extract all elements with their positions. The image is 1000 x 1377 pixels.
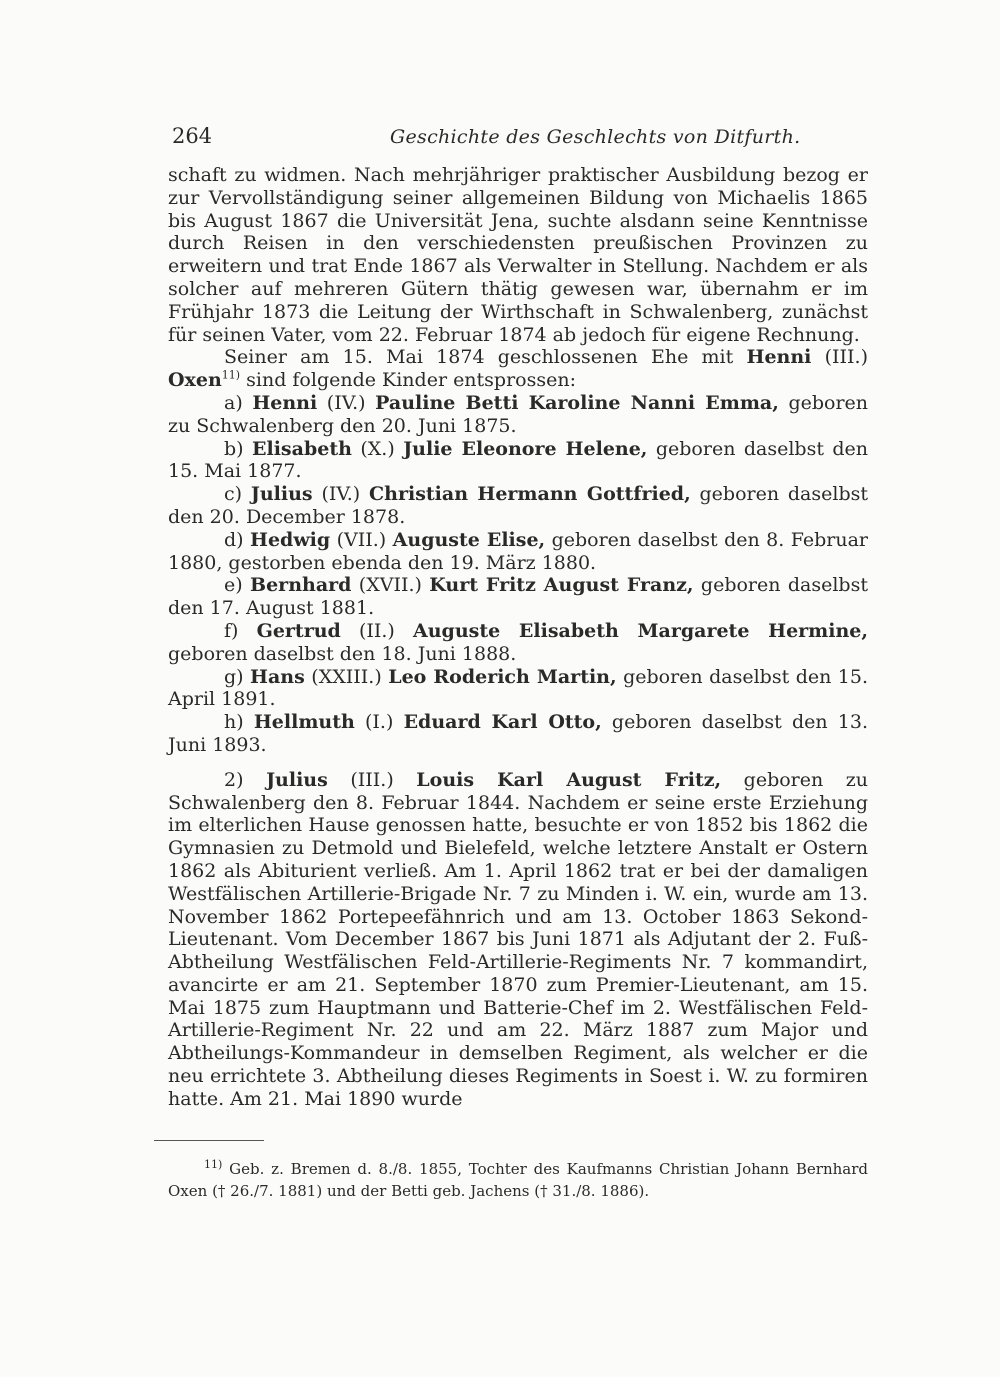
child-first-name: Elisabeth bbox=[252, 437, 352, 460]
child-first-name: Hans bbox=[250, 665, 305, 688]
child-entry bbox=[168, 392, 868, 438]
child-given-names: Julie Eleonore Helene, bbox=[403, 437, 648, 460]
child-first-name: Hedwig bbox=[250, 528, 331, 551]
child-letter: b) bbox=[224, 437, 244, 460]
footnote bbox=[168, 1158, 868, 1202]
child-roman-numeral: (IV.) bbox=[321, 483, 361, 506]
section-roman-numeral: (III.) bbox=[350, 768, 394, 791]
child-letter: h) bbox=[224, 711, 244, 734]
child-details: geboren daselbst den 8. Februar 1880, gestorben ebenda den 19. März 1880. bbox=[168, 528, 868, 574]
child-first-name: Gertrud bbox=[256, 619, 341, 642]
child-roman-numeral: (VII.) bbox=[336, 528, 387, 551]
spouse-roman-numeral: (III.) bbox=[824, 346, 868, 369]
child-first-name: Julius bbox=[250, 483, 313, 506]
child-given-names: Auguste Elise, bbox=[392, 528, 546, 551]
child-entry bbox=[168, 483, 868, 529]
child-entry bbox=[168, 438, 868, 484]
marriage-paragraph bbox=[168, 346, 868, 392]
section-given-names: Louis Karl August Fritz, bbox=[416, 768, 722, 791]
spouse-surname: Oxen bbox=[168, 369, 222, 392]
spouse-first-name: Henni bbox=[746, 346, 812, 369]
child-entry bbox=[168, 711, 868, 757]
section-first-name: Julius bbox=[266, 768, 328, 791]
child-details: geboren daselbst den 15. Mai 1877. bbox=[168, 437, 869, 483]
child-details: geboren daselbst den 13. Juni 1893. bbox=[168, 711, 868, 756]
child-roman-numeral: (XVII.) bbox=[358, 574, 422, 597]
child-given-names: Leo Roderich Martin, bbox=[388, 665, 617, 688]
marriage-text-before: Seiner am 15. Mai 1874 geschlossenen Ehe mit bbox=[224, 346, 734, 369]
section-number: 2) bbox=[224, 768, 244, 791]
child-given-names: Pauline Betti Karoline Nanni Emma, bbox=[375, 391, 779, 414]
child-details: geboren daselbst den 18. Juni 1888. bbox=[168, 642, 517, 665]
marriage-text-after: sind folgende Kinder entsprossen: bbox=[246, 369, 576, 392]
child-roman-numeral: (II.) bbox=[358, 619, 395, 642]
child-letter: c) bbox=[224, 483, 243, 506]
child-details: geboren daselbst den 20. December 1878. bbox=[168, 483, 868, 528]
section-text: geboren zu Schwalenberg den 8. Februar 1844. Nachdem er seine erste Erziehung im elterlichen Hause genossen hatte, besuchte er von 1852 bis 1862 die Gymnasien zu Detmold und Bielefeld, welche letztere Anstalt er Ostern 1862 als Abiturient verließ. Am 1. April 1862 trat er bei der damaligen Westfälischen Artillerie-Brigade Nr. 7 zu Minden i. W. ein, wurde am 13. November 1862 Portepeefähnrich und am 13. October 1863 Sekond-Lieutenant. Vom December 1867 bis Juni 1871 als Adjutant der 2. Fuß-Abtheilung Westfälischen Feld-Artillerie-Regiments Nr. 7 kommandirt, avancirte er am 21. September 1870 zum Premier-Lieutenant, am 15. Mai 1875 zum Hauptmann und Batterie-Chef im 2. Westfälischen Feld-Artillerie-Regiment Nr. 22 und am 22. März 1887 zum Major und Abtheilungs-Kommandeur in demselben Regiment, als welcher er die neu errichtete 3. Abtheilung dieses Regiments in Soest i. W. zu formiren hatte. Am 21. Mai 1890 wurde bbox=[168, 768, 869, 1110]
child-letter: g) bbox=[224, 665, 244, 688]
child-roman-numeral: (X.) bbox=[360, 437, 395, 460]
intro-paragraph: schaft zu widmen. Nach mehrjähriger praktischer Ausbildung bezog er zur Vervollständigung seiner allgemeinen Bildung von Michaelis 1865 bis August 1867 die Universität Jena, suchte alsdann seine Kenntnisse durch Reisen in den verschiedensten preußischen Provinzen zu erweitern und trat Ende 1867 als Verwalter in Stellung. Nachdem er als solcher auf mehreren Gütern thätig gewesen war, übernahm er im Frühjahr 1873 die Leitung der Wirthschaft in Schwalenberg, zunächst für seinen Vater, vom 22. Februar 1874 ab jedoch für eigene Rechnung. bbox=[168, 164, 868, 346]
running-title: Geschichte des Geschlechts von Ditfurth. bbox=[390, 126, 801, 148]
child-letter: d) bbox=[224, 528, 244, 551]
section-2-paragraph bbox=[168, 769, 868, 1111]
main-text bbox=[168, 164, 868, 1111]
child-details: geboren daselbst den 17. August 1881. bbox=[168, 574, 868, 620]
child-given-names: Christian Hermann Gottfried, bbox=[369, 483, 691, 506]
footnote-divider bbox=[154, 1140, 264, 1141]
footnote-text: Geb. z. Bremen d. 8./8. 1855, Tochter des Kaufmanns Christian Johann Bernhard Oxen († 26./7. 1881) und der Betti geb. Jachens († 31./8. 1886). bbox=[168, 1160, 868, 1200]
child-roman-numeral: (IV.) bbox=[326, 391, 366, 414]
child-given-names: Kurt Fritz August Franz, bbox=[429, 574, 694, 597]
child-first-name: Hellmuth bbox=[253, 711, 355, 734]
child-entry bbox=[168, 574, 868, 620]
footnote-reference: 11) bbox=[221, 368, 241, 382]
child-entry bbox=[168, 620, 868, 666]
child-entry bbox=[168, 666, 868, 712]
child-letter: e) bbox=[224, 574, 243, 597]
child-roman-numeral: (I.) bbox=[365, 711, 394, 734]
child-roman-numeral: (XXIII.) bbox=[311, 665, 382, 688]
child-details: geboren daselbst den 15. April 1891. bbox=[168, 665, 869, 711]
child-letter: f) bbox=[224, 619, 239, 642]
child-first-name: Bernhard bbox=[250, 574, 352, 597]
page-number: 264 bbox=[172, 124, 213, 148]
child-first-name: Henni bbox=[252, 391, 318, 414]
footnote-marker: 11) bbox=[204, 1158, 223, 1171]
page-header bbox=[172, 124, 868, 158]
child-details: geboren zu Schwalenberg den 20. Juni 1875. bbox=[168, 391, 869, 437]
child-given-names: Auguste Elisabeth Margarete Hermine, bbox=[412, 619, 869, 642]
child-letter: a) bbox=[224, 391, 243, 414]
child-given-names: Eduard Karl Otto, bbox=[403, 711, 602, 734]
child-entry bbox=[168, 529, 868, 575]
